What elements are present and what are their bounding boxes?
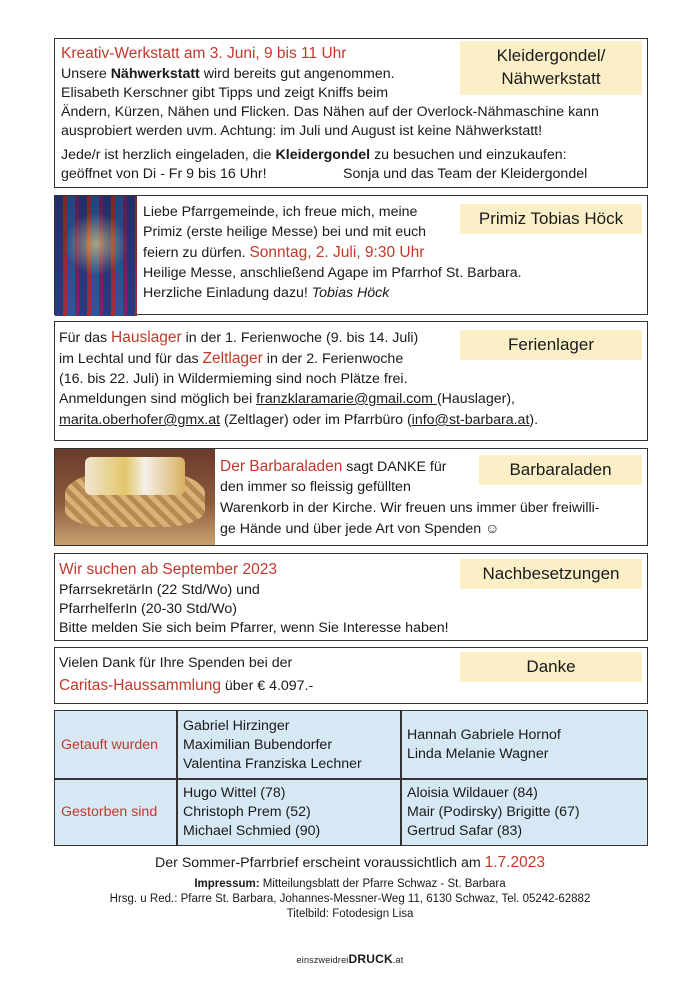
baptisms-deaths-table — [54, 710, 648, 846]
barbaraladen-line-1: Der Barbaraladen sagt DANKE für — [220, 458, 447, 475]
primiz-line-2: Primiz (erste heilige Messe) bei und mit euch — [143, 224, 427, 240]
nachbesetzungen-headline: Wir suchen ab September 2023 — [59, 561, 277, 578]
gestorben-col2: Aloisia Wildauer (84) Mair (Podirsky) Brigitte (67) Gertrud Safar (83) — [407, 785, 580, 839]
getauft-label: Getauft wurden — [61, 737, 159, 753]
barbaraladen-line-4: ge Hände und über jede Art von Spenden ☺ — [220, 521, 500, 537]
danke-line-1: Vielen Dank für Ihre Spenden bei der — [59, 655, 293, 671]
gestorben-col1: Hugo Wittel (78) Christoph Prem (52) Michael Schmied (90) — [183, 785, 321, 839]
ferienlager-tag: Ferienlager — [460, 330, 642, 360]
danke-section — [54, 647, 648, 704]
kleidergondel-section — [54, 38, 648, 188]
kleidergondel-headline: Kreativ-Werkstatt am 3. Juni, 9 bis 11 Uhr — [61, 45, 347, 62]
nachbesetzungen-line-3: Bitte melden Sie sich beim Pfarrer, wenn Sie Interesse haben! — [59, 620, 449, 636]
kleidergondel-line-6b: Sonja und das Team der Kleidergondel — [343, 166, 588, 182]
printer-logo: einszweidreiDRUCK.at — [296, 952, 404, 966]
nachbesetzungen-line-1: PfarrsekretärIn (22 Std/Wo) und — [59, 582, 260, 598]
nachbesetzungen-section — [54, 553, 648, 641]
kleidergondel-line-2: Elisabeth Kerschner gibt Tipps und zeigt Kniffs beim — [61, 85, 389, 101]
stained-glass-image — [55, 196, 137, 316]
basket-image — [55, 449, 215, 545]
ferienlager-line-1: Für das Hauslager in der 1. Ferienwoche (9. bis 14. Juli) — [59, 329, 419, 346]
ferienlager-section — [54, 321, 648, 441]
zeltlager-email-link[interactable]: marita.oberhofer@gmx.at — [59, 412, 221, 428]
danke-line-2: Caritas-Haussammlung über € 4.097.- — [59, 677, 314, 694]
ferienlager-line-2: im Lechtal und für das Zeltlager in der 2. Ferienwoche — [59, 350, 404, 367]
cover-credit: Titelbild: Fotodesign Lisa — [286, 908, 414, 920]
ferienlager-line-5: marita.oberhofer@gmx.at (Zeltlager) oder im Pfarrbüro (info@st-barbara.at). — [59, 412, 539, 428]
ferienlager-line-4: Anmeldungen sind möglich bei franzklaramarie@gmail.com (Hauslager), — [59, 391, 515, 407]
primiz-tag: Primiz Tobias Höck — [460, 204, 642, 234]
next-issue-note: Der Sommer-Pfarrbrief erscheint voraussichtlich am 1.7.2023 — [155, 854, 545, 871]
nachbesetzungen-line-2: PfarrhelferIn (20-30 Std/Wo) — [59, 601, 237, 617]
primiz-line-3: feiern zu dürfen. Sonntag, 2. Juli, 9:30 Uhr — [143, 244, 425, 261]
primiz-section — [54, 195, 648, 315]
ferienlager-line-3: (16. bis 22. Juli) in Wildermieming sind noch Plätze frei. — [59, 371, 408, 387]
kleidergondel-tag: Kleidergondel/ Nähwerkstatt — [460, 41, 642, 95]
gestorben-label: Gestorben sind — [61, 804, 158, 820]
barbaraladen-section — [54, 448, 648, 546]
kleidergondel-line-3: Ändern, Kürzen, Nähen und Flicken. Das Nähen auf der Overlock-Nähmaschine kann — [61, 104, 599, 120]
hauslager-email-link[interactable]: franzklaramarie@gmail.com — [256, 391, 437, 407]
primiz-line-4: Heilige Messe, anschließend Agape im Pfarrhof St. Barbara. — [143, 265, 522, 281]
kleidergondel-line-5: Jede/r ist herzlich eingeladen, die Kleidergondel zu besuchen und einzukaufen: — [61, 147, 567, 163]
barbaraladen-line-3: Warenkorb in der Kirche. Wir freuen uns immer über freiwilli- — [220, 500, 600, 516]
nachbesetzungen-tag: Nachbesetzungen — [460, 559, 642, 589]
primiz-line-1: Liebe Pfarrgemeinde, ich freue mich, meine — [143, 204, 418, 220]
impressum: Impressum: Mitteilungsblatt der Pfarre Schwaz - St. Barbara — [194, 878, 506, 890]
publisher-line: Hrsg. u Red.: Pfarre St. Barbara, Johannes-Messner-Weg 11, 6130 Schwaz, Tel. 05242-62882 — [109, 893, 591, 905]
barbaraladen-line-2: den immer so fleissig gefüllten — [220, 479, 411, 495]
getauft-col1: Gabriel Hirzinger Maximilian Bubendorfer Valentina Franziska Lechner — [183, 718, 362, 772]
kleidergondel-line-1: Unsere Nähwerkstatt wird bereits gut angenommen. — [61, 66, 395, 82]
getauft-col2: Hannah Gabriele Hornof Linda Melanie Wagner — [407, 727, 561, 762]
kleidergondel-line-4: ausprobiert werden uvm. Achtung: im Juli und August ist keine Nähwerkstatt! — [61, 123, 543, 139]
barbaraladen-tag: Barbaraladen — [479, 455, 642, 485]
danke-tag: Danke — [460, 652, 642, 682]
kleidergondel-line-6a: geöffnet von Di - Fr 9 bis 16 Uhr! — [61, 166, 267, 182]
pfarrbuero-email-link[interactable]: info@st-barbara.at — [411, 412, 530, 428]
primiz-line-5: Herzliche Einladung dazu! Tobias Höck — [143, 285, 390, 301]
